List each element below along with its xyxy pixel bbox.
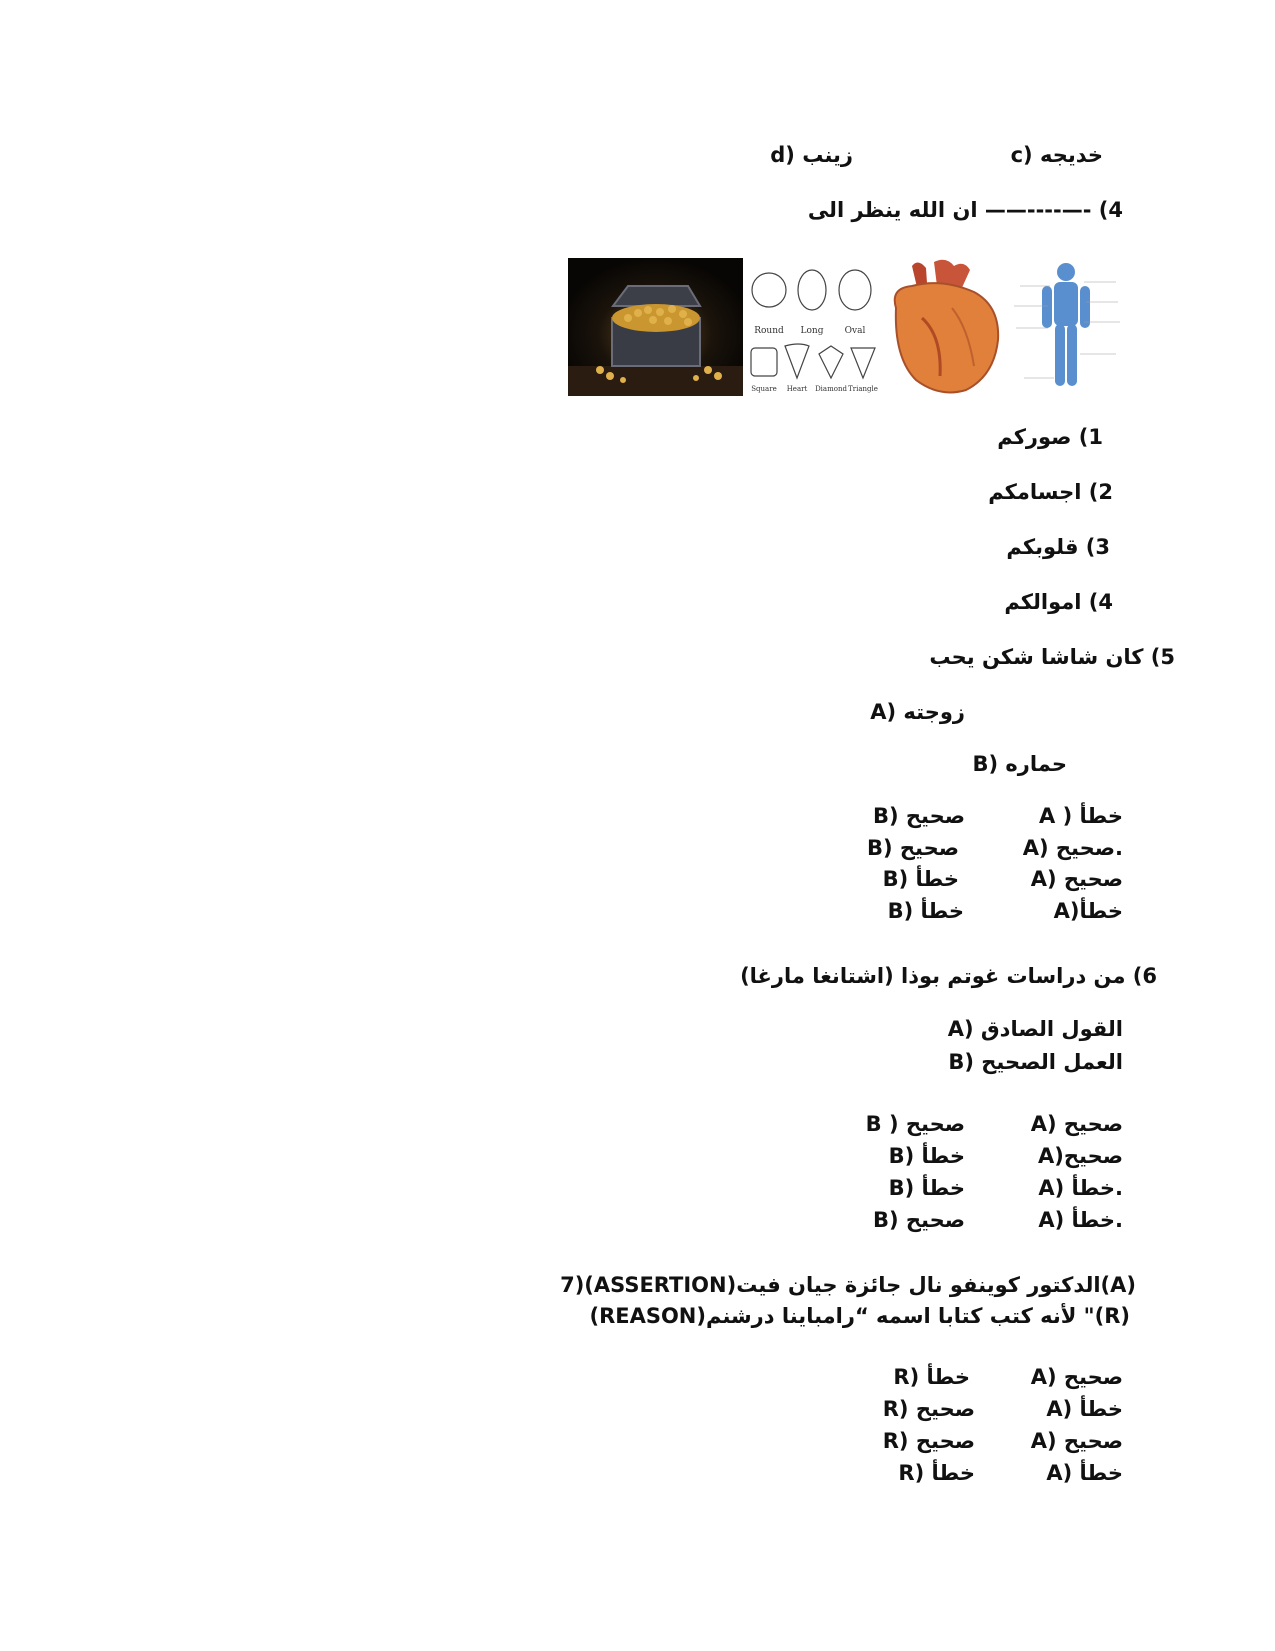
q6-tf-b-3: B) خطأ	[888, 1176, 965, 1200]
q7-tf-b-3: R) صحيح	[882, 1429, 975, 1453]
q6-question: 6) من دراسات غوتم بوذا (اشتانغا مارغا)	[740, 964, 1157, 988]
q7-assertion: 7)(ASSERTION)الدكتور كوينفو نال جائزة جيان فيت(A)	[560, 1273, 1136, 1297]
q6-tf-a-4: A) خطأ.	[1038, 1208, 1123, 1232]
q5-tf-b-4: B) خطأ	[887, 899, 964, 923]
q7-reason: (REASON)لأنه كتب كتابا اسمه “رامباينا درشنم "(R)	[589, 1304, 1130, 1328]
q7-tf-a-4: A) خطأ	[1046, 1461, 1123, 1485]
q5-tf-a-3: A) صحيح	[1030, 867, 1123, 891]
q5-option-a: A) زوجته	[870, 700, 965, 724]
face-label-0: Round	[754, 326, 784, 336]
q7-tf-b-2: R) صحيح	[882, 1397, 975, 1421]
q6-tf-b-2: B) خطأ	[888, 1144, 965, 1168]
face-shapes-image	[747, 258, 880, 396]
human-body-image	[1004, 258, 1128, 396]
q6-tf-b-4: B) صحيح	[872, 1208, 965, 1232]
q5-tf-a-1: A ) خطأ	[1039, 804, 1123, 828]
face-label-4: Heart	[786, 385, 808, 393]
q7-tf-a-2: A) خطأ	[1046, 1397, 1123, 1421]
face-label-5: Diamond	[815, 385, 847, 393]
face-label-3: Square	[751, 385, 777, 393]
q7-tf-b-4: R) خطأ	[898, 1461, 975, 1485]
q4-question: 4) -—----—— ان الله ينظر الى	[807, 198, 1123, 222]
q3-option-d: d) زينب	[770, 143, 853, 167]
q6-tf-a-2: A)صحيح	[1038, 1144, 1123, 1168]
q4-option-1: 1) صوركم	[997, 425, 1103, 449]
q6-option-b: B) العمل الصحيح	[948, 1050, 1123, 1074]
q4-option-2: 2) اجسامكم	[988, 480, 1113, 504]
face-label-1: Long	[800, 326, 824, 336]
q5-option-b: B) حماره	[972, 752, 1067, 776]
q7-tf-b-1: R) خطأ	[893, 1365, 970, 1389]
q6-option-a: A) القول الصادق	[947, 1017, 1123, 1041]
q5-tf-b-1: B) صحيح	[872, 804, 965, 828]
q4-option-4: 4) اموالكم	[1004, 590, 1113, 614]
face-label-6: Triangle	[848, 385, 878, 393]
treasure-chest-image	[568, 258, 743, 396]
heart-image	[882, 258, 1002, 396]
q6-tf-a-1: A) صحيح	[1030, 1112, 1123, 1136]
q6-tf-a-3: A) خطأ.	[1038, 1176, 1123, 1200]
face-label-2: Oval	[844, 326, 866, 336]
q3-option-c: c) خديجه	[1010, 143, 1103, 167]
q7-tf-a-3: A) صحيح	[1030, 1429, 1123, 1453]
q5-question: 5) كان شاشا شكن يحب	[929, 645, 1175, 669]
q5-tf-b-2: B) صحيح	[866, 836, 959, 860]
q5-tf-a-2: A) صحيح.	[1022, 836, 1123, 860]
q5-tf-a-4: A)خطأ	[1053, 899, 1123, 923]
q7-tf-a-1: A) صحيح	[1030, 1365, 1123, 1389]
q6-tf-b-1: B ) صحيح	[865, 1112, 965, 1136]
q4-option-3: 3) قلوبكم	[1006, 535, 1110, 559]
q5-tf-b-3: B) خطأ	[882, 867, 959, 891]
